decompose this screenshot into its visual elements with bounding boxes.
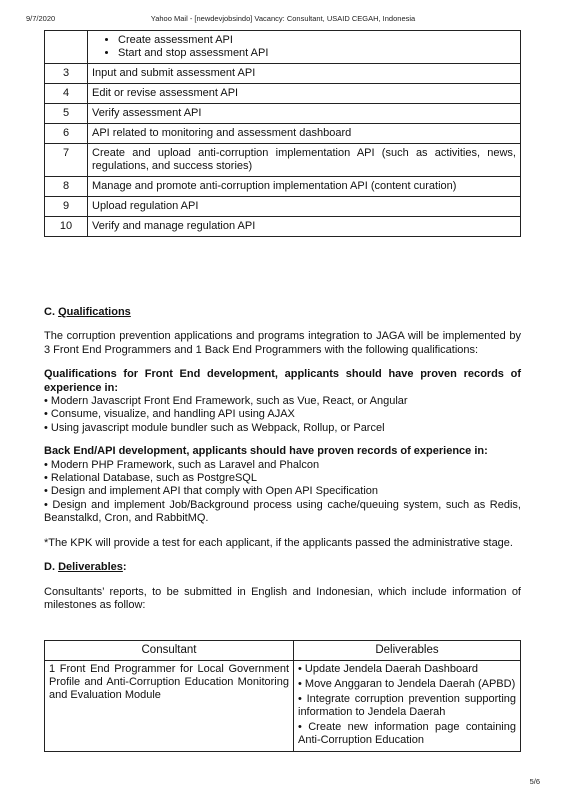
column-header-deliverables: Deliverables: [294, 641, 521, 661]
list-item: • Modern Javascript Front End Framework, such as Vue, React, or Angular: [44, 395, 408, 408]
table-row: [45, 84, 521, 104]
table-row: [45, 661, 521, 752]
print-date: 9/7/2020: [26, 14, 56, 23]
table-header-row: [45, 641, 521, 661]
table-row: [45, 144, 521, 177]
table-row: [45, 104, 521, 124]
task-number: 3: [45, 64, 88, 84]
table-row: [45, 197, 521, 217]
deliverables-intro: Consultants’ reports, to be submitted in English and Indonesian, which include information of milestones as follow:: [44, 585, 521, 611]
list-item: • Design and implement Job/Background process using cache/queuing system, such as Redis, Beanstalkd, Cron, and RabbitMQ.: [44, 498, 521, 525]
task-number: 8: [45, 177, 88, 197]
backend-heading: Back End/API development, applicants should have proven records of experience in:: [44, 445, 488, 458]
frontend-list: [44, 395, 521, 435]
task-description: Verify assessment API: [88, 104, 521, 124]
task-description: Verify and manage regulation API: [88, 217, 521, 237]
list-item: • Create assessment API: [118, 34, 516, 47]
task-description: Edit or revise assessment API: [88, 84, 521, 104]
task-number: 7: [45, 144, 88, 177]
list-item: • Modern PHP Framework, such as Laravel and Phalcon: [44, 458, 320, 471]
table-row: [45, 64, 521, 84]
consultant-cell: 1 Front End Programmer for Local Government Profile and Anti-Corruption Education Monitoring and Evaluation Module: [45, 661, 294, 752]
deliverables-table: [44, 640, 521, 752]
qualifications-section: [44, 306, 521, 612]
task-bullet-list: [92, 34, 516, 60]
table-row: [45, 217, 521, 237]
table-row: [45, 124, 521, 144]
task-description: Create and upload anti-corruption implementation API (such as activities, news, regulations, and success stories): [88, 144, 521, 177]
task-description: Manage and promote anti-corruption implementation API (content curation): [88, 177, 521, 197]
list-item: • Integrate corruption prevention supporting information to Jendela Daerah: [298, 693, 516, 718]
task-number: 5: [45, 104, 88, 124]
list-item: • Move Anggaran to Jendela Daerah (APBD): [298, 678, 516, 690]
task-number: 6: [45, 124, 88, 144]
deliverables-heading: D. Deliverables:: [44, 561, 127, 574]
column-header-consultant: Consultant: [45, 641, 294, 661]
task-description: Upload regulation API: [88, 197, 521, 217]
list-item: • Consume, visualize, and handling API using AJAX: [44, 408, 295, 421]
table-row: [45, 177, 521, 197]
task-number: 10: [45, 217, 88, 237]
backend-list: [44, 459, 521, 526]
list-item: • Create new information page containing Anti-Corruption Education: [298, 721, 516, 746]
task-number: 9: [45, 197, 88, 217]
print-header-title: Yahoo Mail - [newdevjobsindo] Vacancy: Consultant, USAID CEGAH, Indonesia: [150, 14, 416, 23]
frontend-heading: Qualifications for Front End development, applicants should have proven records of experience in:: [44, 368, 521, 394]
list-item: • Relational Database, such as PostgreSQL: [44, 472, 257, 485]
list-item: • Update Jendela Daerah Dashboard: [298, 663, 478, 675]
list-item: • Using javascript module bundler such as Webpack, Rollup, or Parcel: [44, 421, 385, 434]
test-note: *The KPK will provide a test for each applicant, if the applicants passed the administrative stage.: [44, 536, 513, 549]
deliverables-cell: [294, 661, 521, 752]
page-number: 5/6: [529, 777, 540, 786]
list-item: • Design and implement API that comply with Open API Specification: [44, 485, 379, 498]
task-description: API related to monitoring and assessment dashboard: [88, 124, 521, 144]
list-item: • Start and stop assessment API: [118, 47, 516, 60]
task-description: Input and submit assessment API: [88, 64, 521, 84]
table-row: [45, 31, 521, 64]
task-number-cell: [45, 31, 88, 64]
tasks-table: [44, 30, 521, 237]
qualifications-heading: C. Qualifications: [44, 306, 131, 318]
task-number: 4: [45, 84, 88, 104]
qualifications-intro: The corruption prevention applications and programs integration to JAGA will be implemented by 3 Front End Programmers and 1 Back End Programmers with the following qualifications:: [44, 330, 521, 356]
task-description-cell: [88, 31, 521, 64]
